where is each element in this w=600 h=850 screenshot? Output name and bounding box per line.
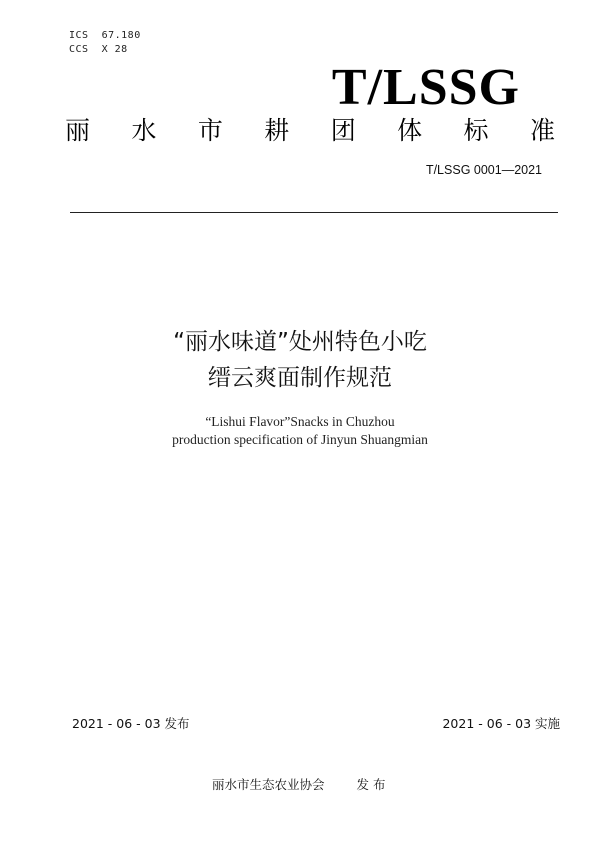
org-title-char: 水	[131, 116, 157, 145]
issue-date: 2021 - 06 - 03 发布	[72, 716, 190, 731]
org-title-char: 耕	[264, 116, 290, 145]
org-standard-title	[65, 114, 555, 148]
publish-label: 发 布	[356, 777, 386, 792]
org-title-char: 准	[529, 116, 555, 145]
org-title-char: 体	[397, 116, 423, 145]
header-divider	[70, 212, 558, 213]
org-title-char: 标	[463, 116, 489, 145]
title-chinese-line-2: 缙云爽面制作规范	[208, 365, 392, 391]
standard-logo: T/LSSG	[331, 59, 520, 116]
implementation-date: 2021 - 06 - 03 实施	[442, 716, 560, 731]
publisher-line	[212, 777, 386, 793]
publisher-name: 丽水市生态农业协会	[212, 777, 325, 792]
ccs-code: CCS X 28	[69, 44, 128, 55]
ics-code: ICS 67.180	[69, 30, 141, 41]
standard-number: T/LSSG 0001—2021	[425, 163, 542, 177]
org-title-char: 团	[330, 116, 356, 145]
org-title-char: 市	[197, 116, 223, 145]
title-english-line-2: production specification of Jinyun Shuangmian	[172, 432, 428, 447]
org-title-char: 丽	[65, 116, 91, 145]
title-chinese-line-1: “丽水味道”处州特色小吃	[173, 329, 427, 355]
title-english-line-1: “Lishui Flavor”Snacks in Chuzhou	[205, 414, 395, 429]
